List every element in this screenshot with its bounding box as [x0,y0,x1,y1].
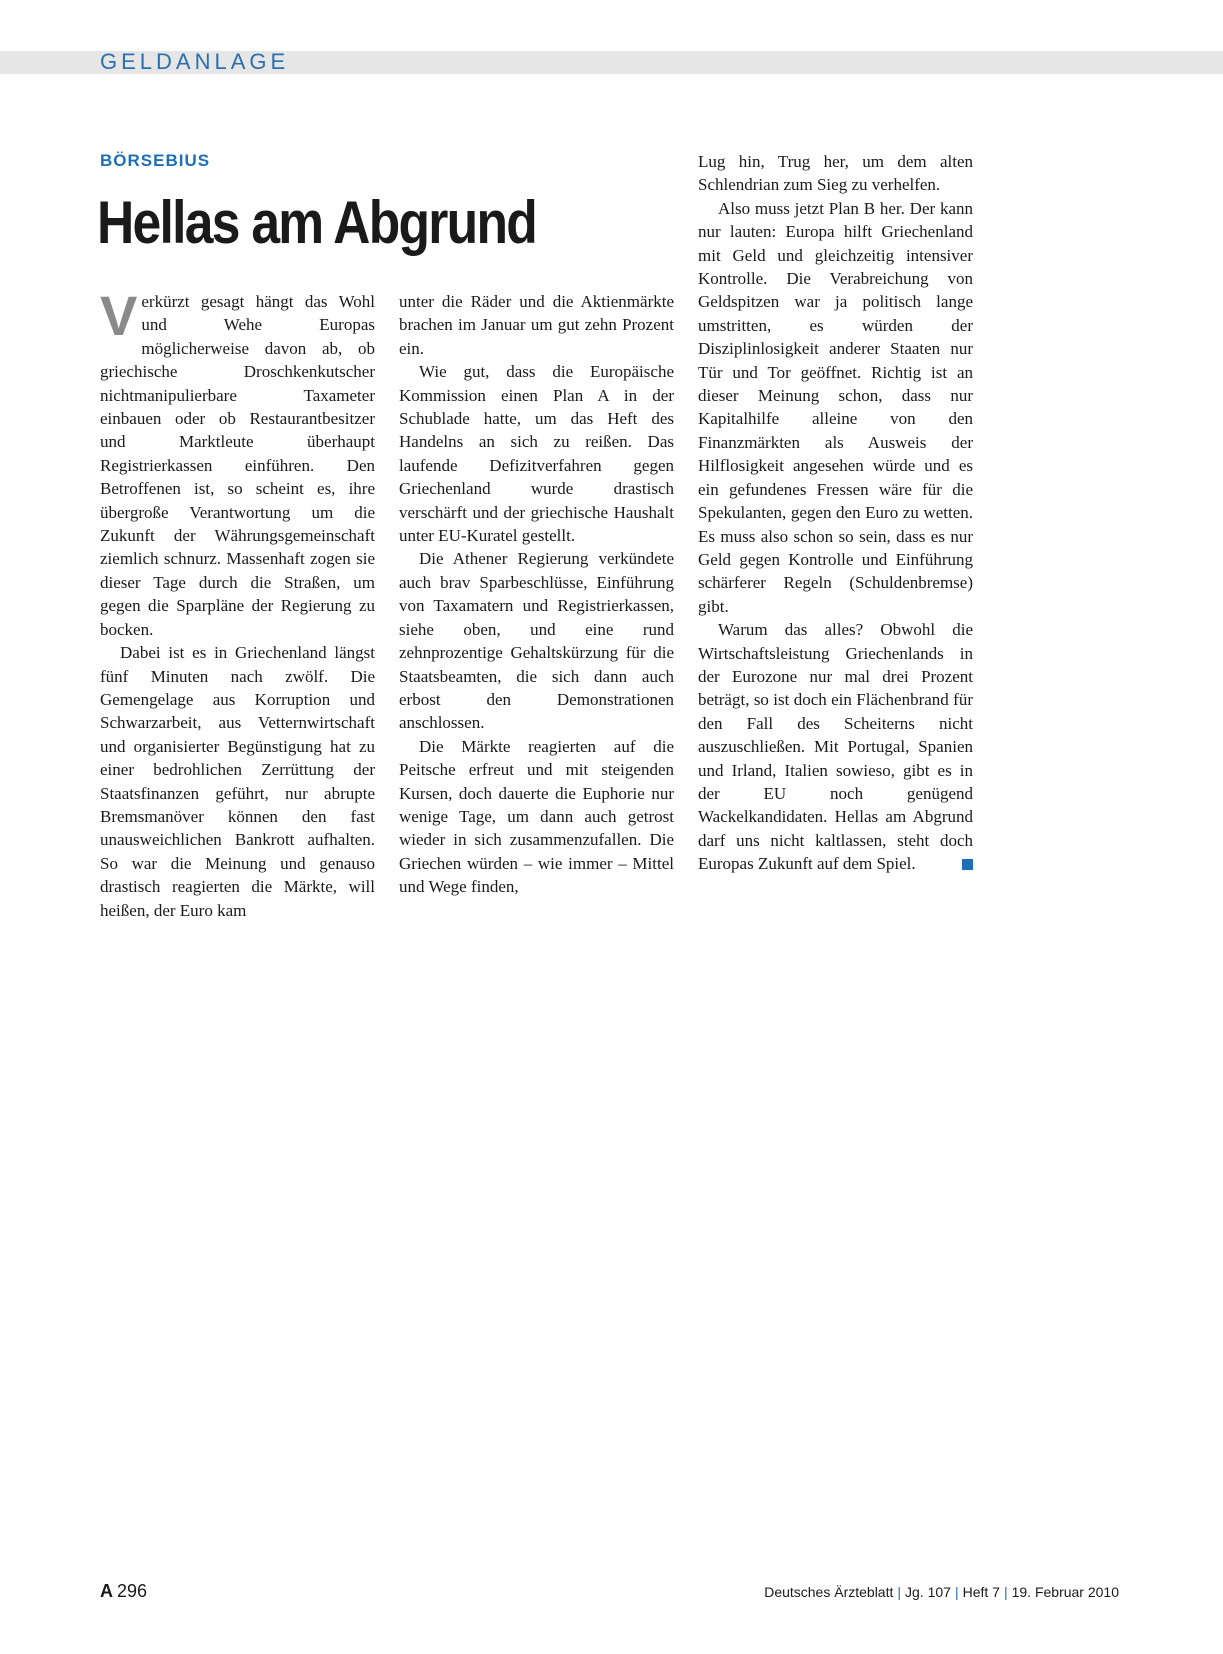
article-column-1 [100,284,375,922]
paragraph: Die Athener Regierung verkündete auch brav Sparbeschlüsse, Einführung von Taxamatern und Registrierkassen, siehe oben, und eine rund zehnprozentige Gehaltskürzung für die Staatsbeamten, die sich dann auch erbost den Demonstrationen anschlossen. [399,549,674,733]
section-label: GELDANLAGE [100,49,290,74]
paragraph-text: Warum das alles? Obwohl die Wirtschaftsleistung Griechenlands in der Eurozone nur mal drei Prozent beträgt, so ist doch ein Flächenbrand für den Fall des Scheiterns nicht auszuschließen. Mit Portugal, Spanien und Irland, Italien sowieso, gibt es in der EU noch genügend Wackelkandidaten. Hellas am Abgrund darf uns nicht kaltlassen, steht doch Europas Zukunft auf dem Spiel. [698,620,973,874]
paragraph [100,284,375,641]
page-number [100,1581,147,1602]
paragraph: Wie gut, dass die Europäische Kommission einen Plan A in der Schublade hatte, um das Heft des Handelns an sich zu reißen. Das laufende Defizitverfahren gegen Griechenland wurde drastisch verschärft und der griechische Haushalt unter EU-Kuratel gestellt. [399,362,674,546]
journal-name: Deutsches Ärzteblatt [764,1584,894,1600]
article-column-3 [698,150,973,876]
separator: | [1003,1584,1008,1600]
volume: Jg. 107 [905,1584,951,1600]
paragraph [698,618,973,875]
end-mark-icon [962,859,973,870]
paragraph: Die Märkte reagierten auf die Peitsche erfreut und mit steigenden Kursen, doch dauerte die Euphorie nur wenige Tage, um dann auch getrost wieder in sich zusammenzufallen. Die Griechen würden – wie immer – Mittel und Wege finden, [399,736,674,897]
article-title: Hellas am Abgrund [97,189,537,256]
issue: Heft 7 [962,1584,1000,1600]
page-number-value: 296 [117,1581,148,1601]
separator: | [897,1584,902,1600]
page-prefix: A [100,1581,113,1601]
paragraph: unter die Räder und die Aktienmärkte brachen im Januar um gut zehn Prozent ein. [399,292,674,358]
paragraph: Dabei ist es in Griechenland längst fünf Minuten nach zwölf. Die Gemengelage aus Korruption und Schwarzarbeit, aus Vetternwirtschaft und organisierter Begünstigung hat zu einer bedrohlichen Zerrüttung der Staatsfinanzen geführt, nur abrupte Bremsmanöver können den fast unausweichlichen Bankrott aufhalten. So war die Meinung und genauso drastisch reagierten die Märkte, will heißen, der Euro kam [100,643,375,920]
paragraph-text: erkürzt gesagt hängt das Wohl und Wehe Europas möglicherweise davon ab, ob griechische Droschkenkutscher nichtmanipulierbare Taxameter einbauen oder ob Restaurantbesitzer und Marktleute überhaupt Registrierkassen einführen. Den Betroffenen ist, so scheint es, ihre übergroße Verantwortung um die Zukunft der Währungsgemeinschaft ziemlich schnurz. Massenhaft zogen sie dieser Tage durch die Straßen, um gegen die Sparpläne der Regierung zu bocken. [100,292,375,639]
paragraph: Also muss jetzt Plan B her. Der kann nur lauten: Europa hilft Griechenland mit Geld und gleichzeitig intensiver Kontrolle. Die Verabreichung von Geldspitzen war ja politisch lange umstritten, es würden der Disziplinlosigkeit anderer Staaten nur Tür und Tor geöffnet. Richtig ist an dieser Meinung schon, dass nur Kapitalhilfe alleine von den Finanzmärkten als Ausweis der Hilflosigkeit angesehen würde und es ein gefundenes Fressen wäre für die Spekulanten, gegen den Euro zu wetten. Es muss also schon so sein, dass es nur Geld gegen Kontrolle und Einführung schärferer Regeln (Schuldenbremse) gibt. [698,198,973,616]
footer-citation [764,1584,1119,1600]
separator: | [954,1584,959,1600]
dropcap: V [100,284,138,347]
article-kicker: BÖRSEBIUS [100,151,211,170]
paragraph: Lug hin, Trug her, um dem alten Schlendrian zum Sieg zu verhelfen. [698,152,973,195]
article-column-2 [399,290,674,899]
issue-date: 19. Februar 2010 [1011,1584,1119,1600]
